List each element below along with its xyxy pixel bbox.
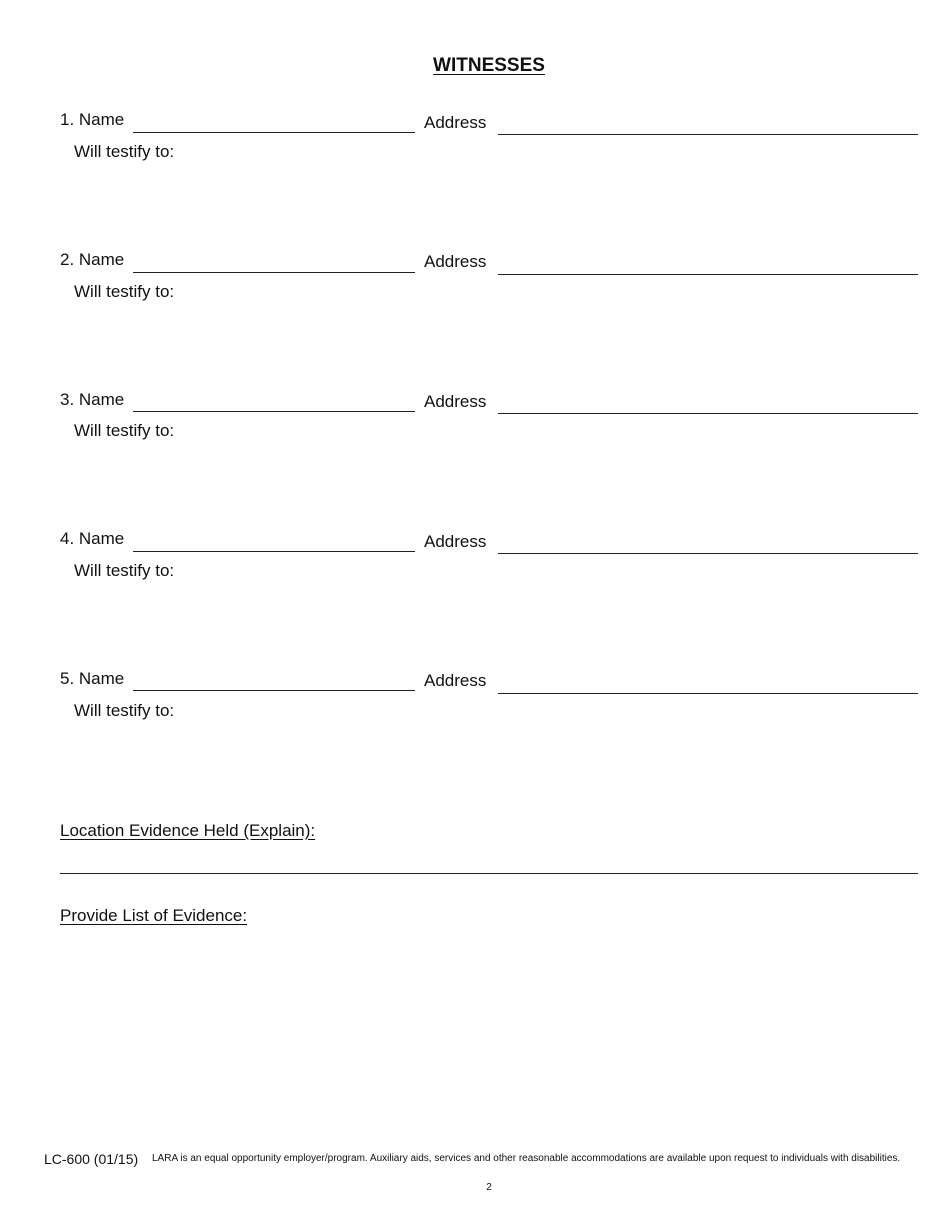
page-number: 2 — [486, 1182, 492, 1193]
witness-3-address-field[interactable] — [498, 413, 918, 414]
evidence-list-label: Provide List of Evidence: — [60, 906, 248, 925]
witness-4-name-field[interactable] — [133, 551, 415, 552]
witness-1-address-label: Address — [424, 113, 487, 132]
witness-5-address-label: Address — [424, 671, 487, 690]
witness-2-testify-label: Will testify to: — [74, 282, 175, 301]
witness-1-address-field[interactable] — [498, 134, 918, 135]
witness-3-name-label: 3. Name — [60, 390, 125, 409]
witness-1-name-field[interactable] — [133, 132, 415, 133]
witness-2-address-field[interactable] — [498, 274, 918, 275]
witness-2-name-field[interactable] — [133, 272, 415, 273]
location-evidence-label: Location Evidence Held (Explain): — [60, 821, 316, 840]
witness-4-testify-label: Will testify to: — [74, 561, 175, 580]
witness-2-address-label: Address — [424, 252, 487, 271]
witness-4-address-field[interactable] — [498, 553, 918, 554]
witness-5-testify-label: Will testify to: — [74, 701, 175, 720]
witness-5-name-label: 5. Name — [60, 669, 125, 688]
witness-4-name-label: 4. Name — [60, 529, 125, 548]
witness-5-name-field[interactable] — [133, 690, 415, 691]
form-code: LC-600 (01/15) — [44, 1151, 139, 1167]
witness-3-testify-label: Will testify to: — [74, 421, 175, 440]
witness-5-address-field[interactable] — [498, 693, 918, 694]
witness-4-address-label: Address — [424, 532, 487, 551]
witness-3-address-label: Address — [424, 392, 487, 411]
location-evidence-field[interactable] — [60, 873, 918, 874]
page-title: WITNESSES — [433, 55, 545, 76]
equal-opportunity-notice: LARA is an equal opportunity employer/program. Auxiliary aids, services and other reasonable accommodations are available upon request to individuals with disabilities. — [152, 1153, 901, 1164]
witness-1-testify-label: Will testify to: — [74, 142, 175, 161]
witness-2-name-label: 2. Name — [60, 250, 125, 269]
witness-1-name-label: 1. Name — [60, 110, 125, 129]
witness-3-name-field[interactable] — [133, 411, 415, 412]
